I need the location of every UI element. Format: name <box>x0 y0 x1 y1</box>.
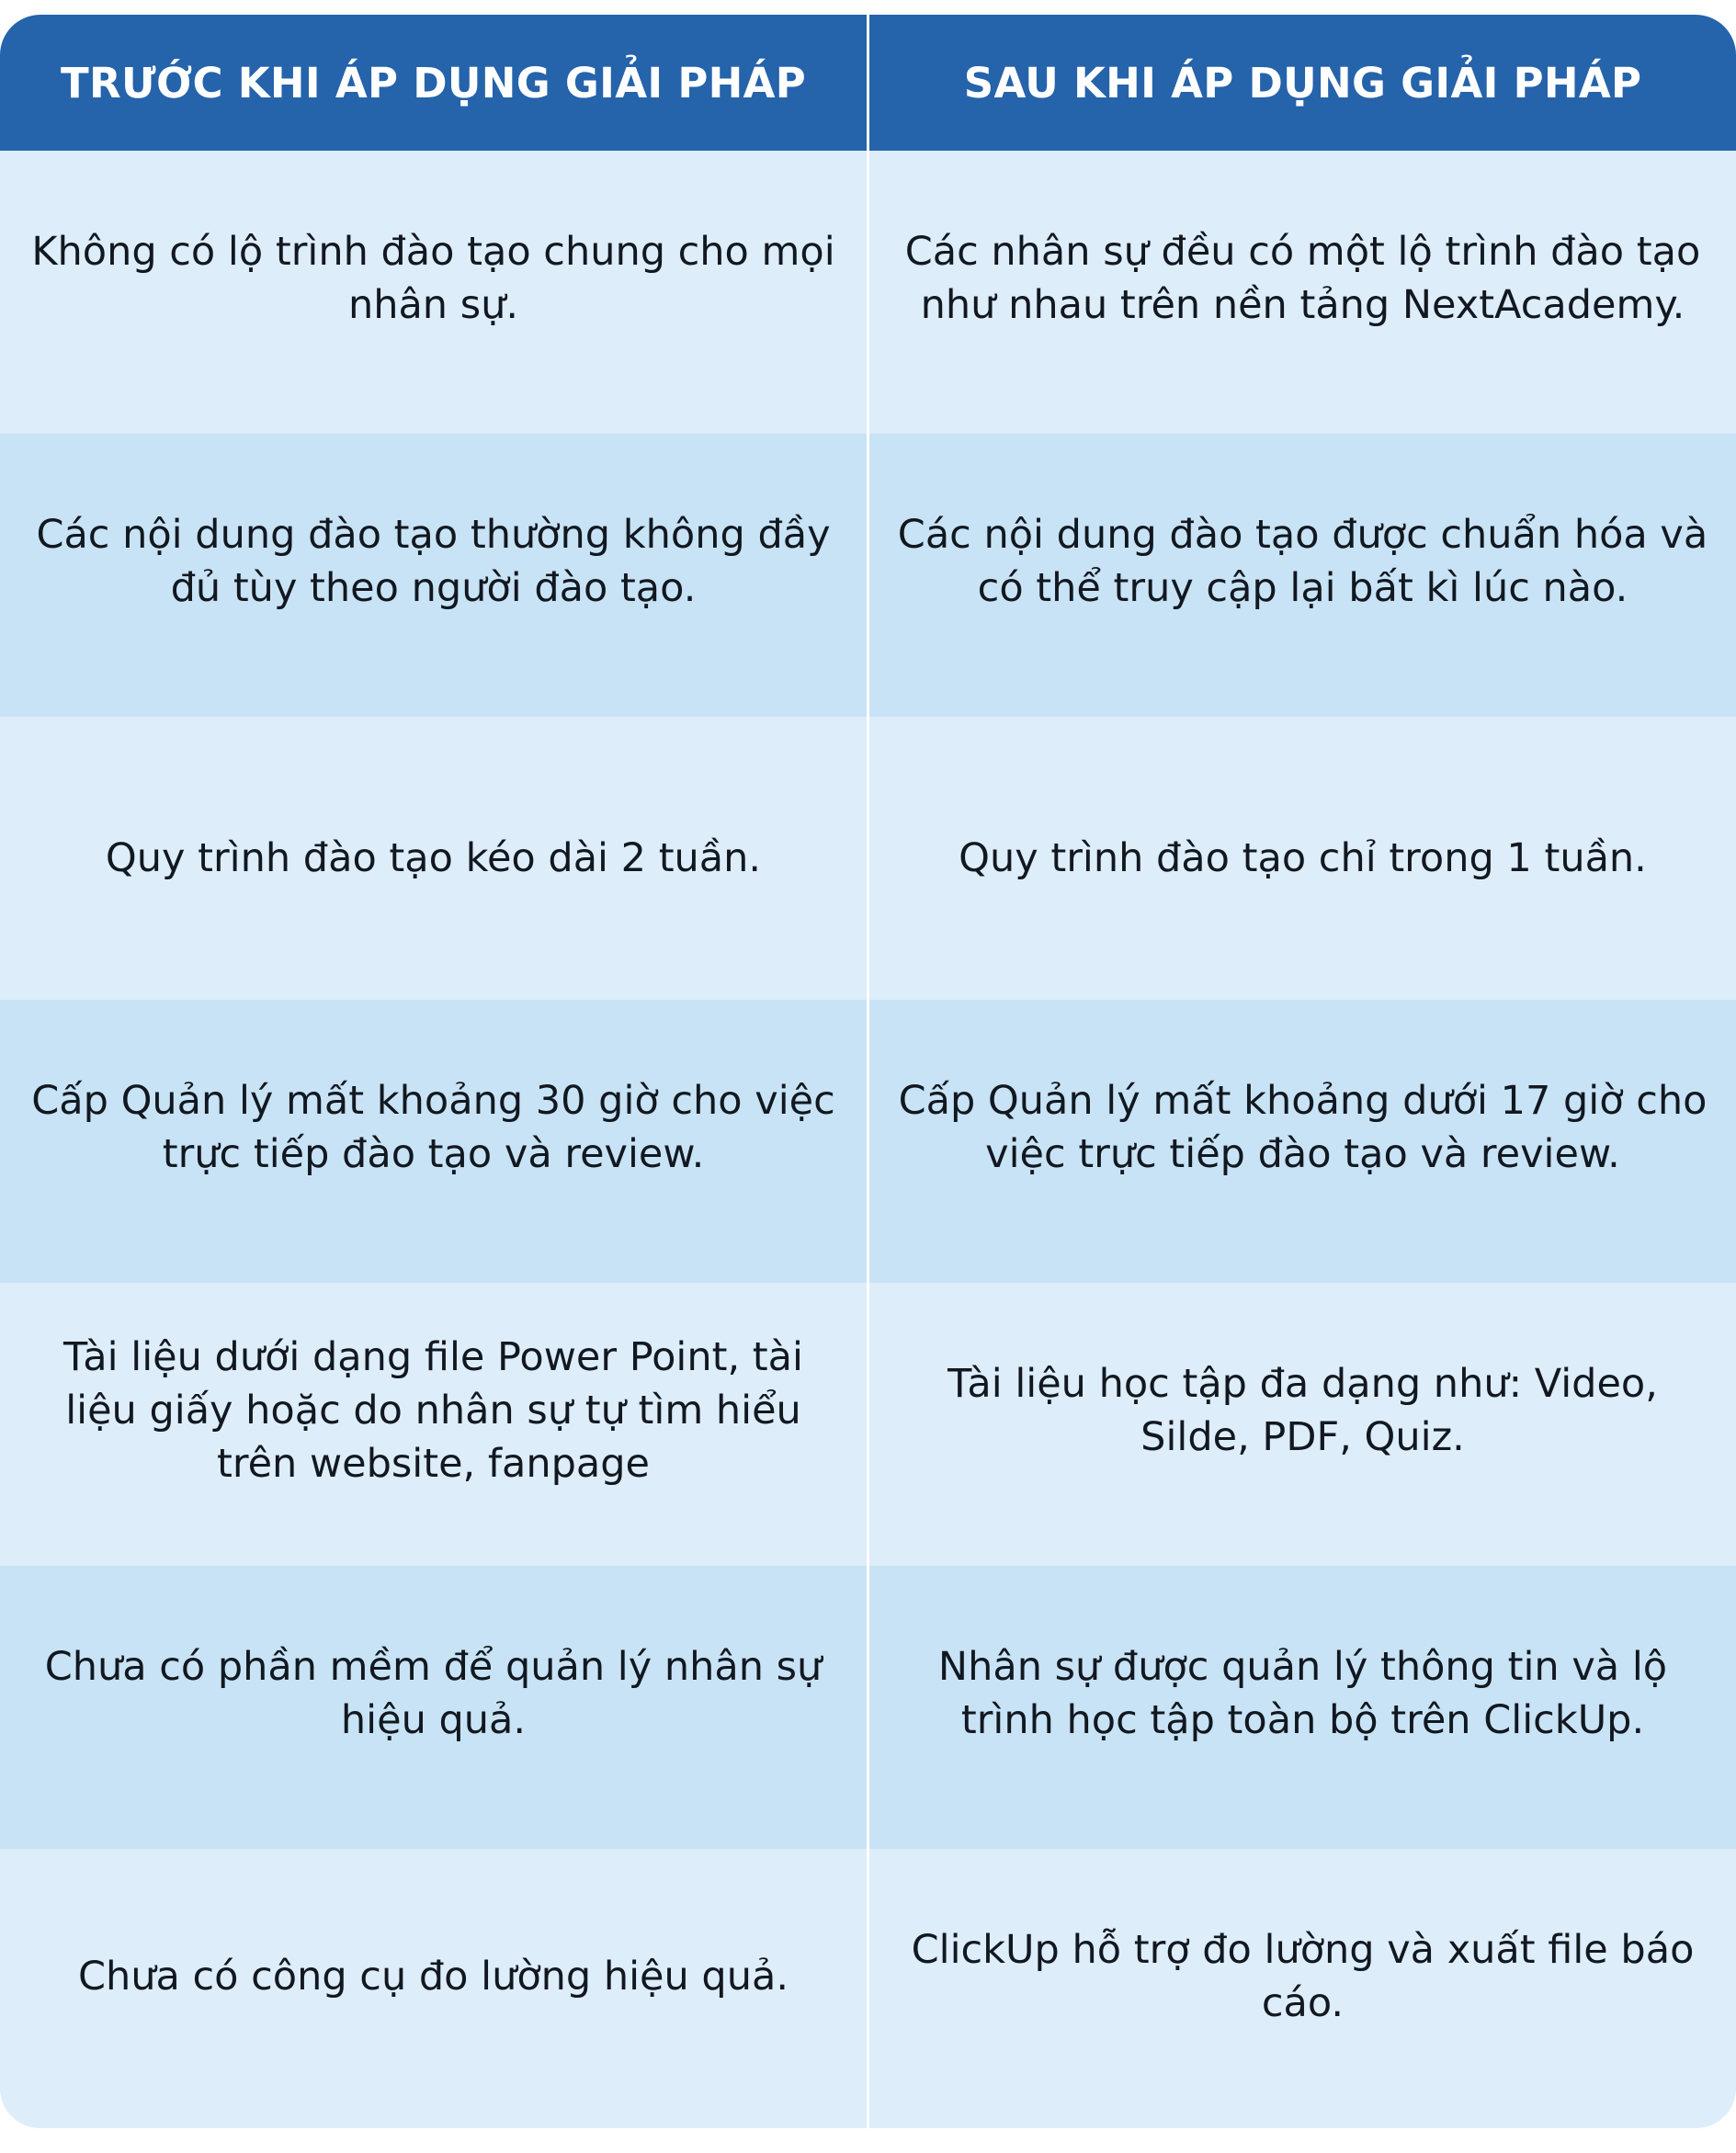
comparison-table <box>0 15 1736 2128</box>
cell-text: Quy trình đào tạo kéo dài 2 tuần. <box>105 835 762 881</box>
cell-after <box>869 1849 1736 2128</box>
cell-text: Các nhân sự đều có một lộ trình đào tạo như nhau trên nền tảng NextAcademy. <box>904 229 1701 328</box>
cell-after <box>869 1283 1736 1566</box>
cell-text: Cấp Quản lý mất khoảng 30 giờ cho việc trực tiếp đào tạo và review. <box>31 1078 835 1177</box>
cell-text: Chưa có phần mềm để quản lý nhân sự hiệu quả. <box>44 1644 823 1743</box>
cell-before <box>0 151 869 434</box>
table-row <box>0 1000 1736 1283</box>
cell-after <box>869 717 1736 1000</box>
cell-after <box>869 434 1736 717</box>
cell-before <box>0 434 869 717</box>
header-before: TRƯỚC KHI ÁP DỤNG GIẢI PHÁP <box>0 15 869 151</box>
cell-text: Các nội dung đào tạo thường không đầy đủ tùy theo người đào tạo. <box>36 512 831 611</box>
table-row <box>0 1283 1736 1566</box>
cell-after <box>869 1000 1736 1283</box>
cell-before <box>0 1000 869 1283</box>
cell-text: Cấp Quản lý mất khoảng dưới 17 giờ cho việc trực tiếp đào tạo và review. <box>898 1078 1708 1177</box>
table-row <box>0 717 1736 1000</box>
cell-before <box>0 1283 869 1566</box>
cell-text: Tài liệu dưới dạng file Power Point, tài liệu giấy hoặc do nhân sự tự tìm hiểu trên website, fanpage <box>63 1334 803 1487</box>
table-row <box>0 1849 1736 2128</box>
cell-text: Các nội dung đào tạo được chuẩn hóa và có thể truy cập lại bất kì lúc nào. <box>897 512 1708 611</box>
cell-before <box>0 1566 869 1849</box>
table-row <box>0 151 1736 434</box>
cell-after <box>869 151 1736 434</box>
cell-text: Nhân sự được quản lý thông tin và lộ trình học tập toàn bộ trên ClickUp. <box>937 1644 1668 1743</box>
table-header <box>0 15 1736 151</box>
cell-text: Không có lộ trình đào tạo chung cho mọi nhân sự. <box>31 229 835 328</box>
cell-text: Quy trình đào tạo chỉ trong 1 tuần. <box>959 835 1647 881</box>
header-after: SAU KHI ÁP DỤNG GIẢI PHÁP <box>963 58 1642 108</box>
cell-text: Chưa có công cụ đo lường hiệu quả. <box>77 1954 789 2000</box>
table-row <box>0 434 1736 717</box>
table-row <box>0 1566 1736 1849</box>
cell-after <box>869 1566 1736 1849</box>
cell-before <box>0 717 869 1000</box>
cell-text: ClickUp hỗ trợ đo lường và xuất file báo cáo. <box>911 1927 1695 2026</box>
cell-text: Tài liệu học tập đa dạng như: Video, Silde, PDF, Quiz. <box>947 1361 1658 1460</box>
cell-before <box>0 1849 869 2128</box>
